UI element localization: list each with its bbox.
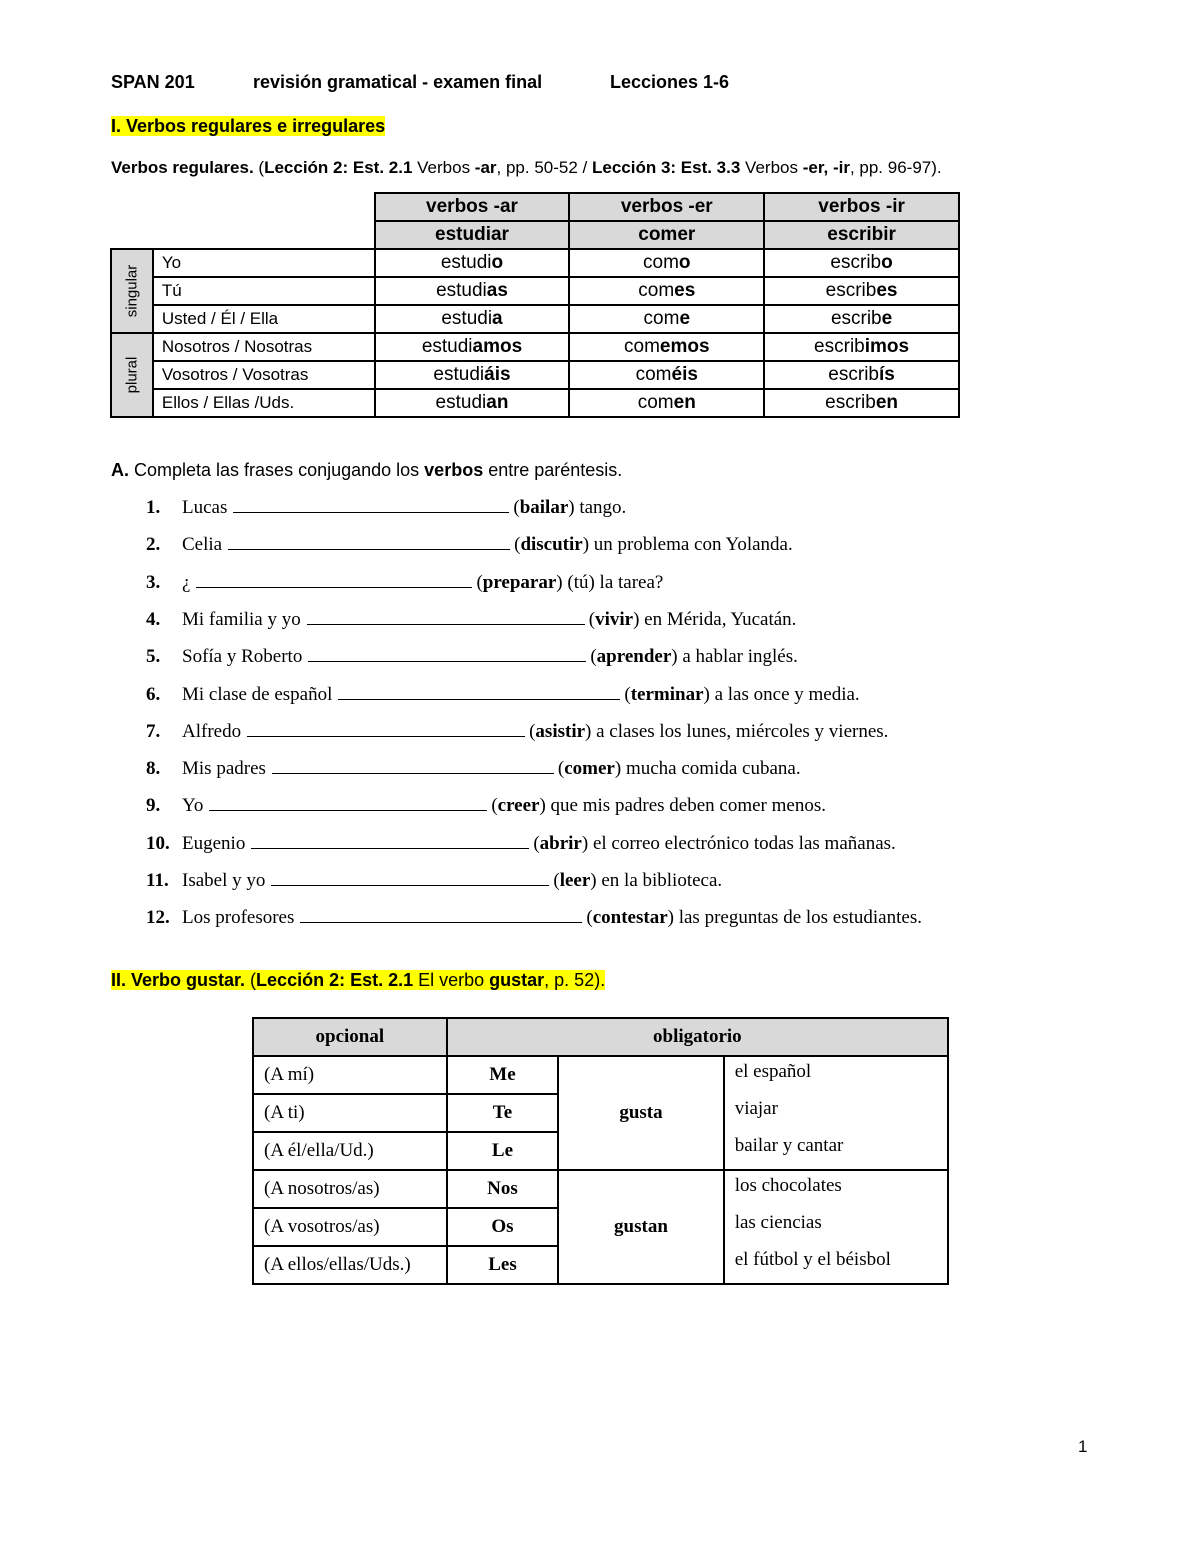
plural-objects <box>724 1170 948 1284</box>
item-verb: bailar <box>519 497 569 518</box>
gustar-table <box>252 1017 949 1285</box>
form-cell: escribes <box>764 277 959 305</box>
item-verb: vivir <box>595 608 634 630</box>
answer-blank[interactable] <box>271 871 549 886</box>
list-item: las ciencias <box>734 1212 822 1233</box>
header-optional: opcional <box>253 1018 447 1056</box>
answer-blank[interactable] <box>196 573 472 588</box>
exercise-item: 6. Mi clase de español (terminar) a las once y media. <box>146 683 860 705</box>
exercise-item: 10. Eugenio (abrir) el correo electrónico todas las mañanas. <box>146 832 896 854</box>
item-number: 8. <box>146 758 161 780</box>
answer-blank[interactable] <box>209 796 487 811</box>
form-cell: escribimos <box>764 333 959 361</box>
answer-blank[interactable] <box>300 908 582 923</box>
header-ir: verbos -ir <box>764 193 959 221</box>
item-subject: Yo <box>182 795 204 817</box>
exercise-item: 12. Los profesores (contestar) las preguntas de los estudiantes. <box>146 907 922 929</box>
form-cell: estudia <box>375 305 570 333</box>
lessons-range: Lecciones 1-6 <box>610 72 730 92</box>
item-number: 6. <box>146 683 161 705</box>
answer-blank[interactable] <box>233 498 509 513</box>
item-subject: Los profesores <box>182 907 295 929</box>
exercise-item: 8. Mis padres (comer) mucha comida cubana. <box>146 758 801 780</box>
infinitive-er: comer <box>569 221 764 249</box>
pronoun-cell: Nosotros / Nosotras <box>153 333 375 361</box>
form-cell: comes <box>569 277 764 305</box>
object-pronoun: Nos <box>447 1170 559 1208</box>
table-row <box>111 361 959 389</box>
item-number: 7. <box>146 720 161 742</box>
section-1-subtitle: Verbos regulares. (Lección 2: Est. 2.1 Verbos -ar, pp. 50-52 / Lección 3: Est. 3.3 Verbos -er, -ir, pp. 96-97). <box>111 158 942 177</box>
infinitive-ar: estudiar <box>375 221 570 249</box>
item-number: 11. <box>146 870 169 891</box>
group-singular: singular <box>111 249 153 333</box>
verb-gustan: gustan <box>558 1170 723 1284</box>
object-pronoun: Le <box>447 1132 559 1170</box>
form-cell: escribís <box>764 361 959 389</box>
form-cell: comen <box>569 389 764 417</box>
item-verb: preparar <box>482 571 557 593</box>
table-row <box>111 333 959 361</box>
exercise-item: 11. Isabel y yo (leer) en la biblioteca. <box>146 870 723 891</box>
doc-topic: revisión gramatical - examen final <box>253 72 543 92</box>
answer-blank[interactable] <box>247 722 525 737</box>
form-cell: escriben <box>764 389 959 417</box>
object-pronoun: Te <box>447 1094 559 1132</box>
optional-phrase: (A él/ella/Ud.) <box>253 1132 447 1170</box>
answer-blank[interactable] <box>228 535 510 550</box>
item-verb: comer <box>564 758 615 780</box>
optional-phrase: (A nosotros/as) <box>253 1170 447 1208</box>
item-verb: aprender <box>596 646 672 668</box>
item-number: 12. <box>146 907 170 929</box>
item-number: 4. <box>146 608 161 630</box>
item-verb: contestar <box>592 907 668 929</box>
item-number: 3. <box>146 571 161 593</box>
course-code: SPAN 201 <box>111 72 195 92</box>
form-cell: estudiáis <box>375 361 570 389</box>
item-verb: creer <box>497 795 540 817</box>
form-cell: estudian <box>375 389 570 417</box>
form-cell: comemos <box>569 333 764 361</box>
form-cell: escribo <box>764 249 959 277</box>
item-subject: Sofía y Roberto <box>182 646 303 668</box>
item-verb: abrir <box>539 832 582 854</box>
singular-objects <box>724 1056 948 1170</box>
form-cell: como <box>569 249 764 277</box>
answer-blank[interactable] <box>272 759 554 774</box>
header-required: obligatorio <box>447 1018 948 1056</box>
list-item: el español <box>734 1061 812 1082</box>
answer-blank[interactable] <box>307 610 585 625</box>
pronoun-cell: Tú <box>153 277 375 305</box>
section-2-title: II. Verbo gustar. (Lección 2: Est. 2.1 El verbo gustar, p. 52). <box>111 970 606 990</box>
table-row <box>111 305 959 333</box>
exercise-item: 9. Yo (creer) que mis padres deben comer menos. <box>146 795 826 817</box>
page-number: 1 <box>1078 1437 1088 1456</box>
exercise-a-instructions: A. Completa las frases conjugando los verbos entre paréntesis. <box>111 460 623 480</box>
item-subject: Mis padres <box>182 758 266 780</box>
answer-blank[interactable] <box>251 834 529 849</box>
pronoun-cell: Ellos / Ellas /Uds. <box>153 389 375 417</box>
form-cell: escribe <box>764 305 959 333</box>
infinitive-ir: escribir <box>764 221 959 249</box>
item-subject: Mi clase de español <box>182 683 333 705</box>
optional-phrase: (A mí) <box>253 1056 447 1094</box>
conjugation-table <box>110 192 960 418</box>
item-number: 10. <box>146 832 170 854</box>
header-er: verbos -er <box>569 193 764 221</box>
optional-phrase: (A ellos/ellas/Uds.) <box>253 1246 447 1284</box>
form-cell: estudias <box>375 277 570 305</box>
pronoun-cell: Vosotros / Vosotras <box>153 361 375 389</box>
exercise-item: 1. Lucas (bailar) tango. <box>146 497 627 518</box>
form-cell: come <box>569 305 764 333</box>
answer-blank[interactable] <box>308 647 586 662</box>
item-number: 2. <box>146 534 161 556</box>
item-verb: asistir <box>535 720 586 742</box>
exercise-item: 7. Alfredo (asistir) a clases los lunes, miércoles y viernes. <box>146 720 889 742</box>
list-item: el fútbol y el béisbol <box>734 1249 891 1270</box>
item-subject: Lucas <box>182 497 228 518</box>
item-number: 5. <box>146 646 161 668</box>
form-cell: estudio <box>375 249 570 277</box>
item-number: 9. <box>146 795 161 817</box>
verb-gusta: gusta <box>558 1056 723 1170</box>
table-row <box>111 249 959 277</box>
exercise-item: 3. ¿ (preparar) (tú) la tarea? <box>146 571 664 593</box>
list-item: los chocolates <box>734 1175 842 1196</box>
group-plural: plural <box>111 333 153 417</box>
optional-phrase: (A vosotros/as) <box>253 1208 447 1246</box>
form-cell: estudiamos <box>375 333 570 361</box>
item-verb: terminar <box>630 683 704 705</box>
object-pronoun: Os <box>447 1208 559 1246</box>
table-row <box>253 1170 948 1208</box>
item-subject: ¿ <box>182 571 191 593</box>
item-subject: Mi familia y yo <box>182 608 301 630</box>
table-row <box>111 389 959 417</box>
answer-blank[interactable] <box>338 685 620 700</box>
object-pronoun: Me <box>447 1056 559 1094</box>
item-subject: Isabel y yo <box>182 870 266 891</box>
item-number: 1. <box>146 497 161 518</box>
section-1-title: I. Verbos regulares e irregulares <box>111 116 386 136</box>
item-subject: Alfredo <box>182 720 242 742</box>
optional-phrase: (A ti) <box>253 1094 447 1132</box>
exercise-item: 5. Sofía y Roberto (aprender) a hablar inglés. <box>146 646 798 668</box>
object-pronoun: Les <box>447 1246 559 1284</box>
list-item: bailar y cantar <box>734 1135 844 1156</box>
table-row <box>111 277 959 305</box>
item-subject: Eugenio <box>182 832 246 854</box>
item-subject: Celia <box>182 534 223 556</box>
exercise-item: 2. Celia (discutir) un problema con Yolanda. <box>146 534 793 556</box>
table-row <box>253 1056 948 1094</box>
pronoun-cell: Usted / Él / Ella <box>153 305 375 333</box>
header-ar: verbos -ar <box>375 193 570 221</box>
item-verb: discutir <box>520 534 583 556</box>
pronoun-cell: Yo <box>153 249 375 277</box>
list-item: viajar <box>734 1098 778 1119</box>
exercise-item: 4. Mi familia y yo (vivir) en Mérida, Yucatán. <box>146 608 797 630</box>
form-cell: coméis <box>569 361 764 389</box>
item-verb: leer <box>559 870 591 891</box>
